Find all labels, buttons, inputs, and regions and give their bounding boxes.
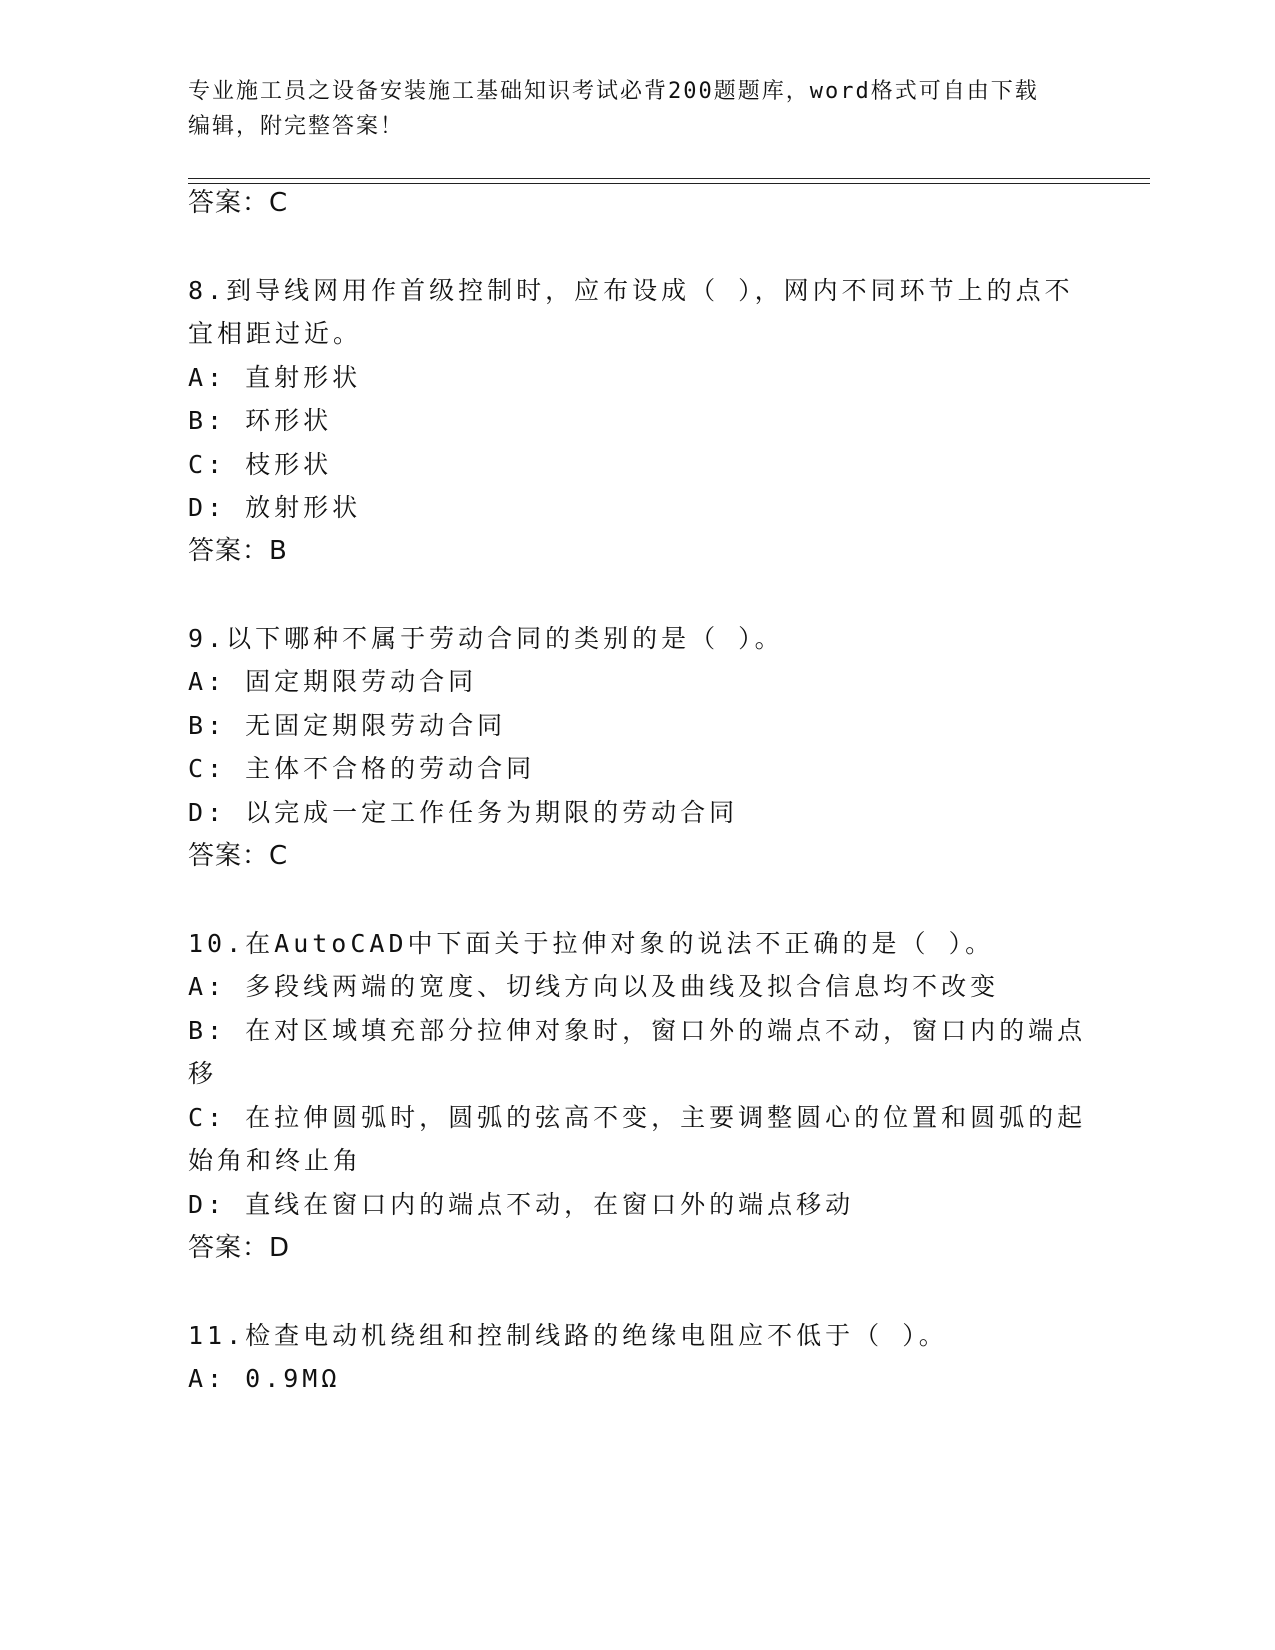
question-11-option-a: A: 0.9MΩ	[188, 1364, 341, 1393]
header-divider-top	[188, 178, 1150, 179]
answer-7: 答案：C	[188, 188, 289, 218]
question-8-option-b: B: 环形状	[188, 406, 333, 435]
document-header	[188, 74, 1088, 144]
question-10-option-d: D: 直线在窗口内的端点不动，在窗口外的端点移动	[188, 1190, 855, 1219]
answer-9: 答案：C	[188, 841, 289, 871]
question-8-option-c: C: 枝形状	[188, 450, 333, 479]
question-10-stem: 10.在AutoCAD中下面关于拉伸对象的说法不正确的是（ ）。	[188, 929, 995, 958]
question-8-stem-line-2: 宜相距过近。	[188, 319, 363, 348]
question-11-stem: 11.检查电动机绕组和控制线路的绝缘电阻应不低于（ ）。	[188, 1321, 948, 1350]
question-10-option-b-line-2: 移	[188, 1059, 218, 1088]
question-10-option-b-line-1: B: 在对区域填充部分拉伸对象时，窗口外的端点不动，窗口内的端点	[188, 1016, 1087, 1045]
question-9-stem: 9.以下哪种不属于劳动合同的类别的是（ ）。	[188, 624, 784, 653]
header-divider-bottom	[188, 183, 1150, 184]
header-title-line-2: 编辑，附完整答案！	[188, 114, 405, 139]
answer-10: 答案：D	[188, 1233, 291, 1263]
question-10-option-c-line-1: C: 在拉伸圆弧时，圆弧的弦高不变，主要调整圆心的位置和圆弧的起	[188, 1103, 1087, 1132]
question-8-option-d: D: 放射形状	[188, 493, 362, 522]
question-9-option-d: D: 以完成一定工作任务为期限的劳动合同	[188, 798, 739, 827]
question-10-option-c-line-2: 始角和终止角	[188, 1146, 363, 1175]
question-8-stem-line-1: 8.到导线网用作首级控制时，应布设成（ ），网内不同环节上的点不	[188, 276, 1074, 305]
question-10-option-a: A: 多段线两端的宽度、切线方向以及曲线及拟合信息均不改变	[188, 972, 1000, 1001]
header-title-line-1: 专业施工员之设备安装施工基础知识考试必背200题题库，word格式可自由下载	[188, 79, 1039, 104]
answer-8: 答案：B	[188, 536, 288, 566]
question-9-option-c: C: 主体不合格的劳动合同	[188, 754, 536, 783]
question-9-option-b: B: 无固定期限劳动合同	[188, 711, 507, 740]
question-8-option-a: A: 直射形状	[188, 363, 362, 392]
question-9-option-a: A: 固定期限劳动合同	[188, 667, 478, 696]
